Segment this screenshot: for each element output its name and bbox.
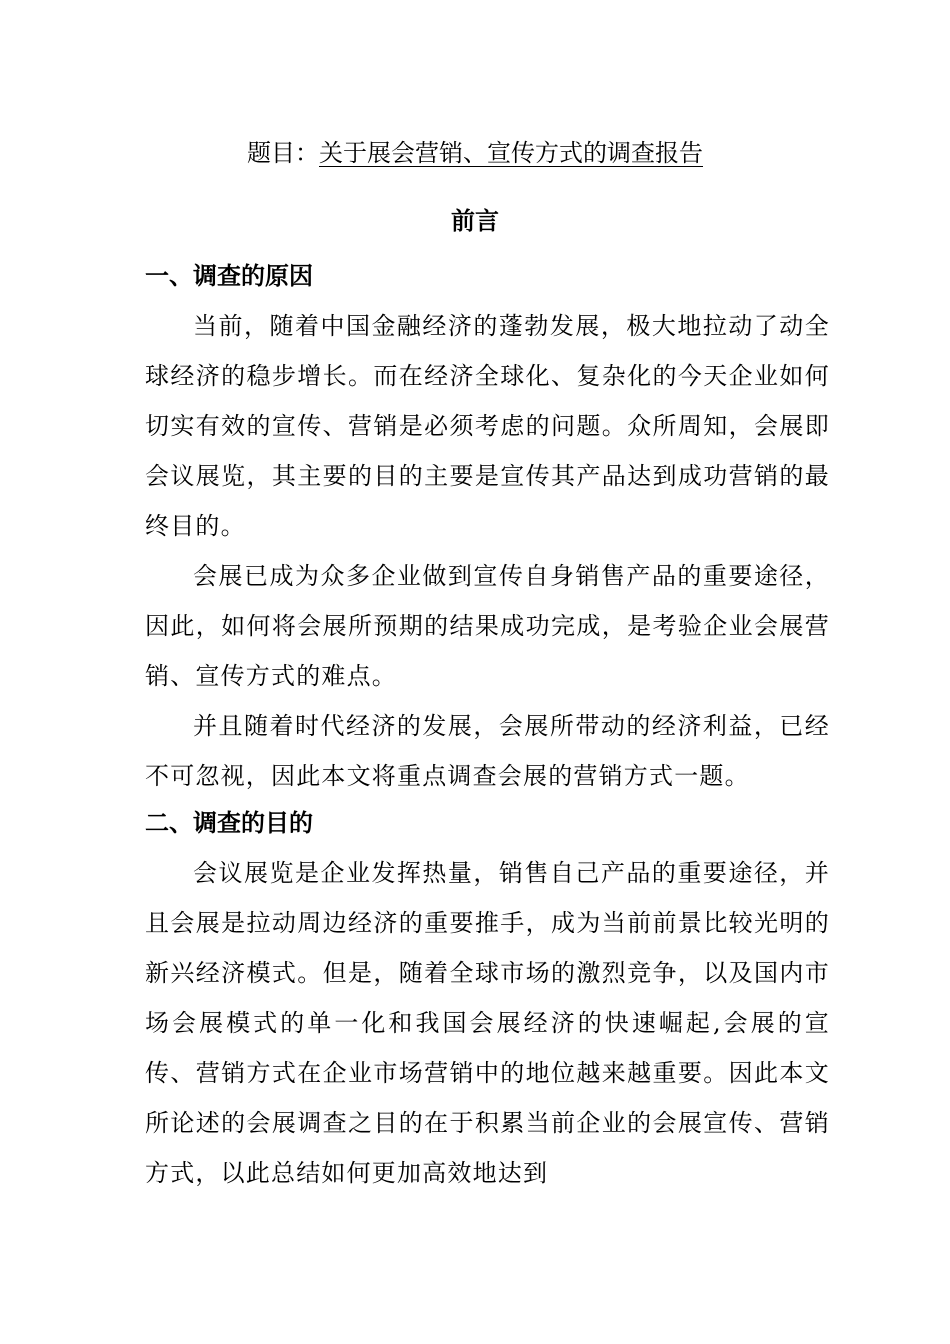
document-title-line (0, 136, 950, 170)
paragraph: 并且随着时代经济的发展，会展所带动的经济利益，已经不可忽视，因此本文将重点调查会展的营销方式一题。 (145, 712, 830, 790)
section-purpose (145, 801, 830, 1198)
paragraph: 会展已成为众多企业做到宣传自身销售产品的重要途径，因此，如何将会展所预期的结果成功完成，是考验企业会展营销、宣传方式的难点。 (145, 562, 830, 690)
paragraph: 会议展览是企业发挥热量，销售自己产品的重要途径，并且会展是拉动周边经济的重要推手，成为当前前景比较光明的新兴经济模式。但是，随着全球市场的激烈竞争，以及国内市场会展模式的单一化和我国会展经济的快速崛起,会展的宣传、营销方式在企业市场营销中的地位越来越重要。因此本文所论述的会展调查之目的在于积累当前企业的会展宣传、营销方式，以此总结如何更加高效地达到 (145, 859, 830, 1187)
section-heading: 一、调查的原因 (145, 262, 313, 290)
title-prefix: 题目： (247, 139, 319, 167)
document-body (145, 254, 830, 1198)
foreword-heading: 前言 (451, 207, 499, 235)
document-title: 关于展会营销、宣传方式的调查报告 (319, 139, 703, 167)
paragraph: 当前，随着中国金融经济的蓬勃发展，极大地拉动了动全球经济的稳步增长。而在经济全球化、复杂化的今天企业如何切实有效的宣传、营销是必须考虑的问题。众所周知，会展即会议展览，其主要的目的主要是宣传其产品达到成功营销的最终目的。 (145, 312, 830, 540)
section-heading: 二、调查的目的 (145, 809, 313, 837)
section-reasons (145, 254, 830, 801)
